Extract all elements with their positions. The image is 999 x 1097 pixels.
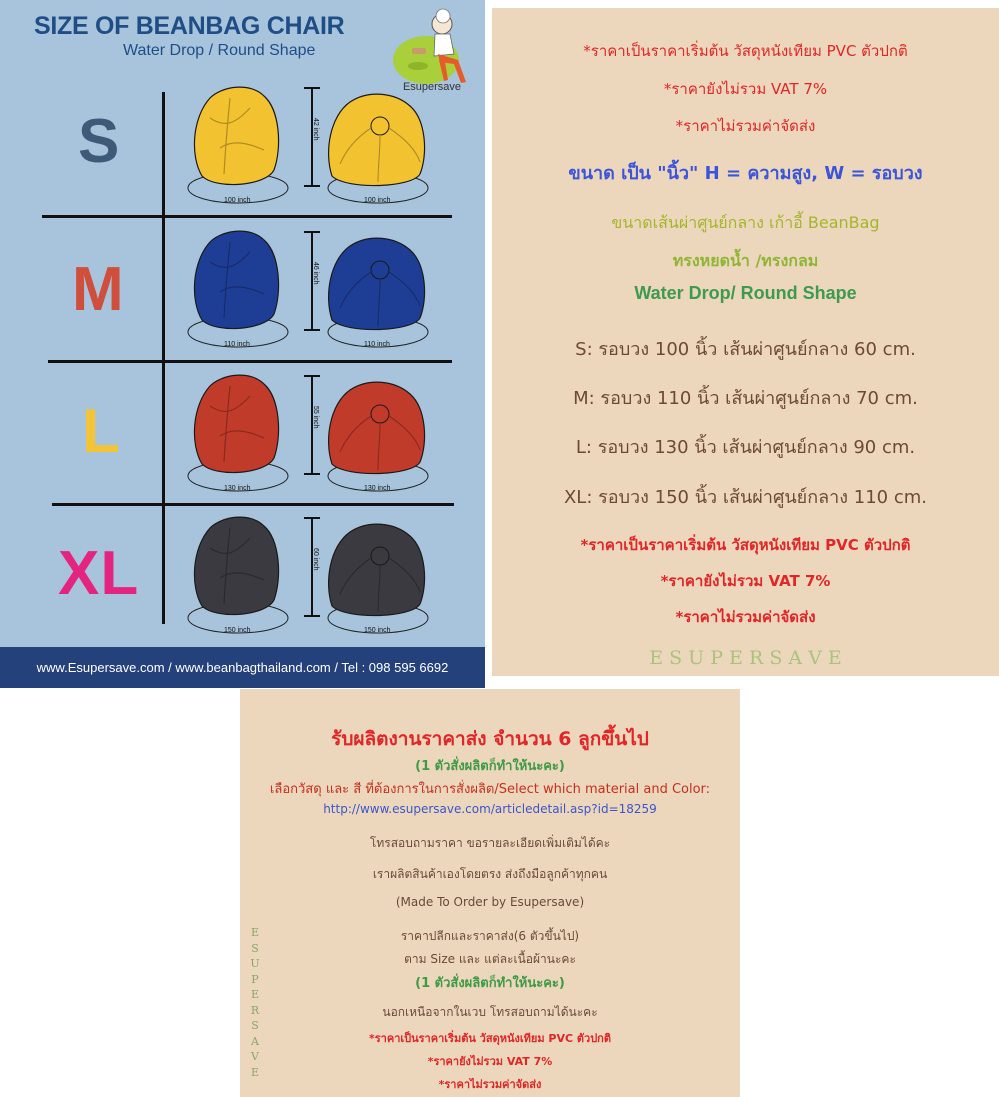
diameter-title: ขนาดเส้นผ่าศูนย์กลาง เก้าอี้ BeanBag (611, 213, 880, 232)
round-width-label: 110 inch (364, 341, 390, 348)
per-size-note: ตาม Size และ แต่ละเนื้อผ้านะคะ (404, 952, 576, 966)
size-label-xl: XL (58, 539, 140, 608)
shipping-note-bold: *ราคาไม่รวมค่าจัดส่ง (675, 608, 816, 626)
vat-note: *ราคายังไม่รวม VAT 7% (663, 80, 828, 98)
size-label-l: L (82, 397, 121, 466)
waterdrop-width-label: 100 inch (224, 197, 251, 204)
size-spec-m: M: รอบวง 110 นิ้ว เส้นผ่าศูนย์กลาง 70 cm. (573, 388, 918, 409)
grid-vertical-line (162, 92, 165, 624)
size-spec-s: S: รอบวง 100 นิ้ว เส้นผ่าศูนย์กลาง 60 cm. (575, 339, 916, 360)
wholesale-headline: รับผลิตงานราคาส่ง จำนวน 6 ลูกขึ้นไป (331, 728, 649, 750)
call-for-price: โทรสอบถามราคา ขอรายละเอียดเพิ่มเติมได้คะ (369, 836, 611, 850)
single-order-note-2: (1 ตัวสั่งผลิตก็ทำให้นะคะ) (415, 976, 565, 991)
round-beanbag-l (329, 382, 425, 473)
waterdrop-width-label: 150 inch (224, 627, 251, 634)
round-beanbag-s (329, 94, 425, 185)
waterdrop-width-label: 110 inch (224, 341, 250, 348)
height-label: 46 inch (312, 262, 319, 285)
height-label: 42 inch (312, 118, 319, 141)
made-to-order: (Made To Order by Esupersave) (395, 895, 585, 909)
material-link[interactable]: http://www.esupersave.com/articledetail.asp?id=18259 (323, 802, 657, 816)
waterdrop-beanbag-xl (194, 517, 278, 614)
size-row-m (180, 222, 480, 362)
vat-note-small: *ราคายังไม่รวม VAT 7% (427, 1055, 553, 1068)
round-beanbag-m (329, 238, 425, 329)
vat-note-bold: *ราคายังไม่รวม VAT 7% (660, 572, 831, 590)
order-panel (240, 689, 740, 1097)
vertical-brand: E S U P E R S A V E (250, 926, 260, 1079)
waterdrop-width-label: 130 inch (224, 485, 251, 492)
info-panel (492, 8, 999, 676)
size-label-m: M (72, 255, 125, 324)
size-spec-l: L: รอบวง 130 นิ้ว เส้นผ่าศูนย์กลาง 90 cm. (575, 437, 916, 458)
retail-wholesale: ราคาปลีกและราคาส่ง(6 ตัวขึ้นไป) (400, 929, 580, 943)
chart-title: SIZE OF BEANBAG CHAIR (34, 12, 345, 40)
waterdrop-beanbag-s (194, 87, 278, 184)
round-width-label: 100 inch (364, 197, 391, 204)
select-material-note: เลือกวัสดุ และ สี ที่ต้องการในการสั่งผลิต/Select which material and Color: (269, 782, 711, 797)
shipping-note: *ราคาไม่รวมค่าจัดส่ง (675, 117, 816, 135)
chart-subtitle: Water Drop / Round Shape (123, 42, 316, 59)
size-row-xl (180, 508, 480, 648)
price-note: *ราคาเป็นราคาเริ่มต้น วัสดุหนังเทียม PVC ตัวปกติ (583, 42, 908, 60)
chart-footer: www.Esupersave.com / www.beanbagthailand.com / Tel : 098 595 6692 (0, 647, 485, 688)
round-width-label: 150 inch (364, 627, 391, 634)
height-label: 55 inch (312, 406, 319, 429)
height-label: 60 inch (312, 548, 319, 571)
round-width-label: 130 inch (364, 485, 391, 492)
shape-thai: ทรงหยดน้ำ /ทรงกลม (672, 251, 819, 270)
direct-production: เราผลิตสินค้าเองโดยตรง ส่งถึงมือลูกค้าทุกคน (372, 867, 608, 881)
shape-english: Water Drop/ Round Shape (634, 283, 857, 303)
logo-label: Esupersave (402, 81, 462, 93)
size-label-s: S (78, 107, 121, 176)
size-unit-note: ขนาด เป็น "นิ้ว" H = ความสูง, W = รอบวง (568, 163, 923, 184)
price-note-small: *ราคาเป็นราคาเริ่มต้น วัสดุหนังเทียม PVC ตัวปกติ (369, 1032, 611, 1045)
waterdrop-beanbag-m (194, 231, 278, 328)
size-chart-image (0, 0, 485, 688)
round-beanbag-xl (329, 524, 425, 615)
price-note-bold: *ราคาเป็นราคาเริ่มต้น วัสดุหนังเทียม PVC ตัวปกติ (580, 536, 911, 554)
other-inquiry: นอกเหนือจากในเวบ โทรสอบถามได้นะคะ (382, 1005, 598, 1019)
size-spec-xl: XL: รอบวง 150 นิ้ว เส้นผ่าศูนย์กลาง 110 cm. (563, 487, 928, 508)
size-row-l (180, 366, 480, 506)
size-row-s (180, 78, 480, 218)
waterdrop-beanbag-l (194, 375, 278, 472)
shipping-note-small: *ราคาไม่รวมค่าจัดส่ง (438, 1078, 542, 1091)
brand-wordmark: E S U P E R S A V E (649, 647, 842, 669)
single-order-note: (1 ตัวสั่งผลิตก็ทำให้นะคะ) (415, 759, 565, 774)
